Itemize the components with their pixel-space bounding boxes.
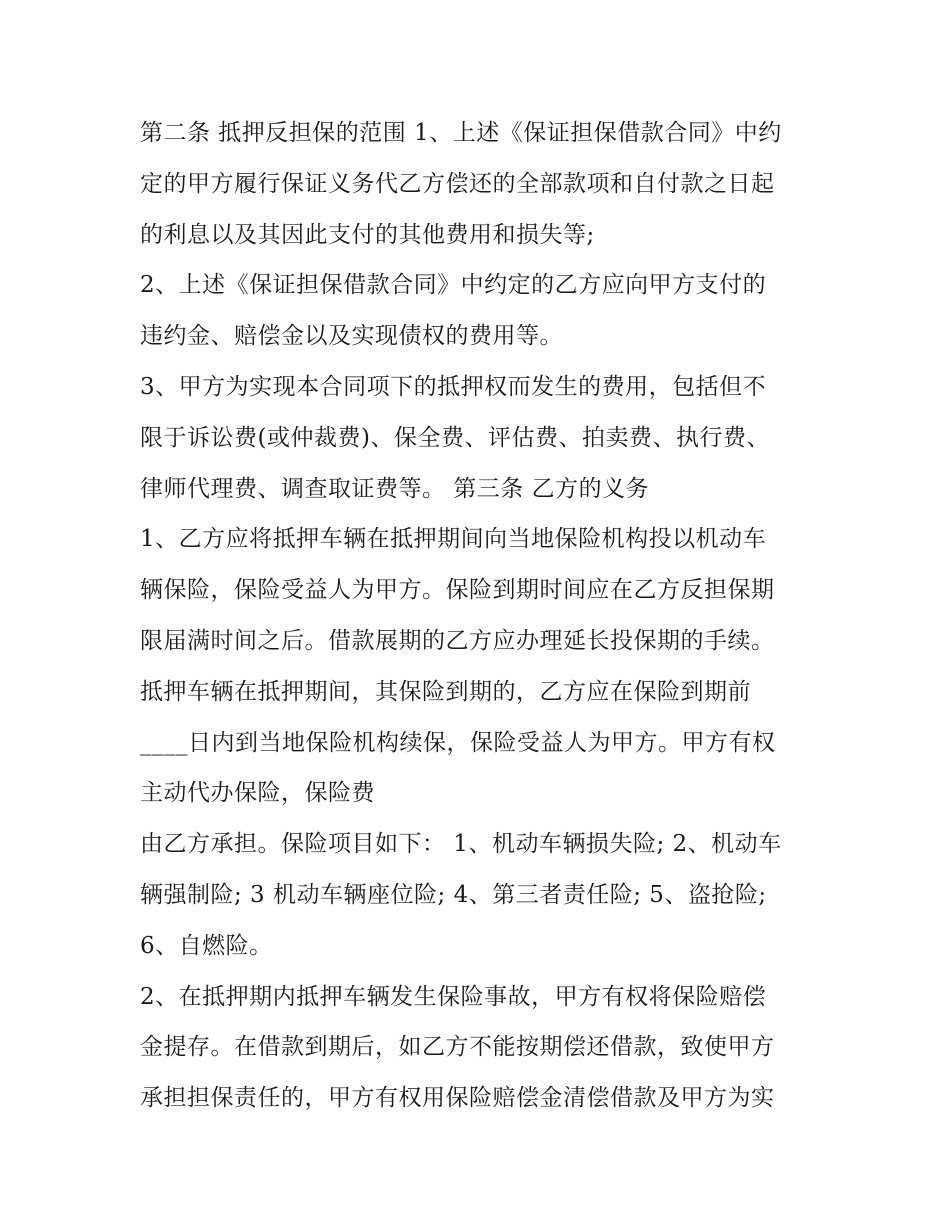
text-line: 2、在抵押期内抵押车辆发生保险事故，甲方有权将保险赔偿	[140, 983, 767, 1010]
text-line: 6、自燃险。	[140, 932, 273, 959]
text-line: 承担担保责任的，甲方有权用保险赔偿金清偿借款及甲方为实	[140, 1085, 775, 1112]
text-line: 律师代理费、调查取证费等。 第三条 乙方的义务	[140, 475, 650, 502]
text-line: 抵押车辆在抵押期间，其保险到期的，乙方应在保险到期前	[140, 678, 751, 705]
text-line: 限于诉讼费(或仲裁费)、保全费、评估费、拍卖费、执行费、	[140, 424, 770, 451]
text-line: 1、乙方应将抵押车辆在抵押期间向当地保险机构投以机动车	[140, 526, 767, 553]
text-line: 2、上述《保证担保借款合同》中约定的乙方应向甲方支付的	[140, 272, 767, 299]
text-line: 由乙方承担。保险项目如下： 1、机动车辆损失险; 2、机动车	[140, 831, 782, 858]
text-line: 定的甲方履行保证义务代乙方偿还的全部款项和自付款之日起	[140, 170, 775, 197]
text-line: ____日内到当地保险机构续保，保险受益人为甲方。甲方有权	[140, 729, 776, 756]
text-line: 限届满时间之后。借款展期的乙方应办理延长投保期的手续。	[140, 627, 775, 654]
text-line: 金提存。在借款到期后，如乙方不能按期偿还借款，致使甲方	[140, 1034, 775, 1061]
text-line: 辆保险，保险受益人为甲方。保险到期时间应在乙方反担保期	[140, 577, 775, 604]
text-line: 违约金、赔偿金以及实现债权的费用等。	[140, 323, 563, 350]
text-line: 的利息以及其因此支付的其他费用和损失等;	[140, 221, 595, 248]
text-line: 主动代办保险，保险费	[140, 780, 375, 807]
text-line: 辆强制险; 3 机动车辆座位险; 4、第三者责任险; 5、盗抢险;	[140, 881, 767, 908]
text-line: 3、甲方为实现本合同项下的抵押权而发生的费用，包括但不	[140, 373, 767, 400]
text-line: 第二条 抵押反担保的范围 1、上述《保证担保借款合同》中约	[140, 120, 782, 146]
document-body	[140, 108, 820, 1124]
